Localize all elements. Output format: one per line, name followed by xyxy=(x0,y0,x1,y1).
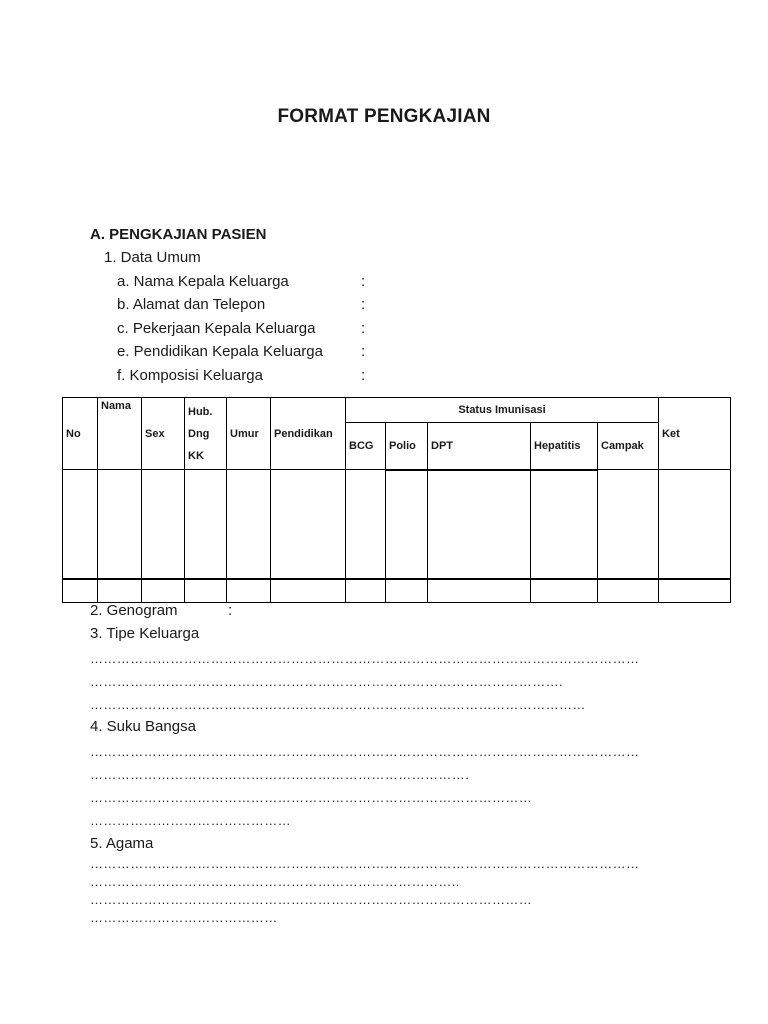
col-header-hub-dng-kk xyxy=(185,398,227,470)
item-colon: : xyxy=(228,602,233,619)
dot-line: ……………………………………………………………………………………… xyxy=(90,790,533,805)
col-header-dpt: DPT xyxy=(428,423,531,470)
kk-label: KK xyxy=(188,450,204,462)
table-cell xyxy=(227,470,271,579)
field-label: c. Pekerjaan Kepala Keluarga xyxy=(117,320,316,337)
table-cell xyxy=(428,470,531,579)
table-cell xyxy=(63,579,98,603)
field-label: b. Alamat dan Telepon xyxy=(117,296,266,313)
dot-line: ………………………………………………………………………………………………… xyxy=(90,697,586,712)
table-cell xyxy=(598,579,659,603)
table-cell xyxy=(98,470,142,579)
table-cell xyxy=(531,470,598,579)
col-header-no: No xyxy=(63,398,98,470)
table-cell xyxy=(63,470,98,579)
section-heading-a: A. PENGKAJIAN PASIEN xyxy=(90,226,267,243)
family-composition-table xyxy=(62,397,731,603)
field-komposisi-keluarga xyxy=(117,367,366,384)
table-cell xyxy=(185,579,227,603)
dot-line: …………………………………………………………………………………………………………… xyxy=(90,856,640,871)
dot-line: …………………………………………………………………………. xyxy=(90,767,470,782)
item-suku-bangsa: 4. Suku Bangsa xyxy=(90,718,196,735)
table-cell xyxy=(598,470,659,579)
field-pendidikan-kepala-keluarga xyxy=(117,343,366,360)
page-title: FORMAT PENGKAJIAN xyxy=(277,106,491,127)
col-header-campak: Campak xyxy=(598,423,659,470)
field-pekerjaan-kepala-keluarga xyxy=(117,320,366,337)
table-cell xyxy=(271,470,346,579)
table-cell xyxy=(659,579,731,603)
field-colon: : xyxy=(361,273,366,290)
col-header-bcg: BCG xyxy=(346,423,386,470)
table-row xyxy=(63,579,731,603)
item-genogram xyxy=(90,602,233,619)
table-cell xyxy=(428,579,531,603)
table-cell xyxy=(346,579,386,603)
dot-line: ……………………………………………………………………………………………. xyxy=(90,674,564,689)
item-agama: 5. Agama xyxy=(90,835,154,852)
table-row xyxy=(63,470,731,579)
table-cell xyxy=(271,579,346,603)
col-header-ket: Ket xyxy=(659,398,731,470)
hub-label: Hub. xyxy=(188,406,213,418)
col-header-nama: Nama xyxy=(98,398,142,470)
col-header-polio: Polio xyxy=(386,423,428,470)
dot-line: ……………………………………………………………………….. xyxy=(90,874,460,889)
field-colon: : xyxy=(361,343,366,360)
col-header-status-imunisasi: Status Imunisasi xyxy=(346,398,659,423)
field-colon: : xyxy=(361,296,366,313)
col-header-sex: Sex xyxy=(142,398,185,470)
table-cell xyxy=(659,470,731,579)
dot-line: …………………………………………………………………………………………………………… xyxy=(90,651,640,666)
dot-line: ……………………………………………………………………………………… xyxy=(90,892,533,907)
dng-label: Dng xyxy=(188,428,210,440)
item-label: 2. Genogram xyxy=(90,602,178,619)
table-cell xyxy=(142,470,185,579)
dot-line: …………………………………… xyxy=(90,910,278,925)
table-cell xyxy=(185,470,227,579)
table-cell xyxy=(386,470,428,579)
field-label: a. Nama Kepala Keluarga xyxy=(117,273,289,290)
table-cell xyxy=(346,470,386,579)
field-label: f. Komposisi Keluarga xyxy=(117,367,263,384)
field-label: e. Pendidikan Kepala Keluarga xyxy=(117,343,323,360)
table-cell xyxy=(386,579,428,603)
field-nama-kepala-keluarga xyxy=(117,273,366,290)
subheading-data-umum: 1. Data Umum xyxy=(104,249,201,266)
item-tipe-keluarga: 3. Tipe Keluarga xyxy=(90,625,200,642)
col-header-umur: Umur xyxy=(227,398,271,470)
field-colon: : xyxy=(361,320,366,337)
table-cell xyxy=(227,579,271,603)
dot-line: ……………………………………… xyxy=(90,813,291,828)
table-cell xyxy=(98,579,142,603)
field-colon: : xyxy=(361,367,366,384)
dot-line: …………………………………………………………………………………………………………… xyxy=(90,744,640,759)
table-cell xyxy=(531,579,598,603)
table-cell xyxy=(142,579,185,603)
col-header-pendidikan: Pendidikan xyxy=(271,398,346,470)
field-alamat-telepon xyxy=(117,296,366,313)
col-header-hepatitis: Hepatitis xyxy=(531,423,598,470)
